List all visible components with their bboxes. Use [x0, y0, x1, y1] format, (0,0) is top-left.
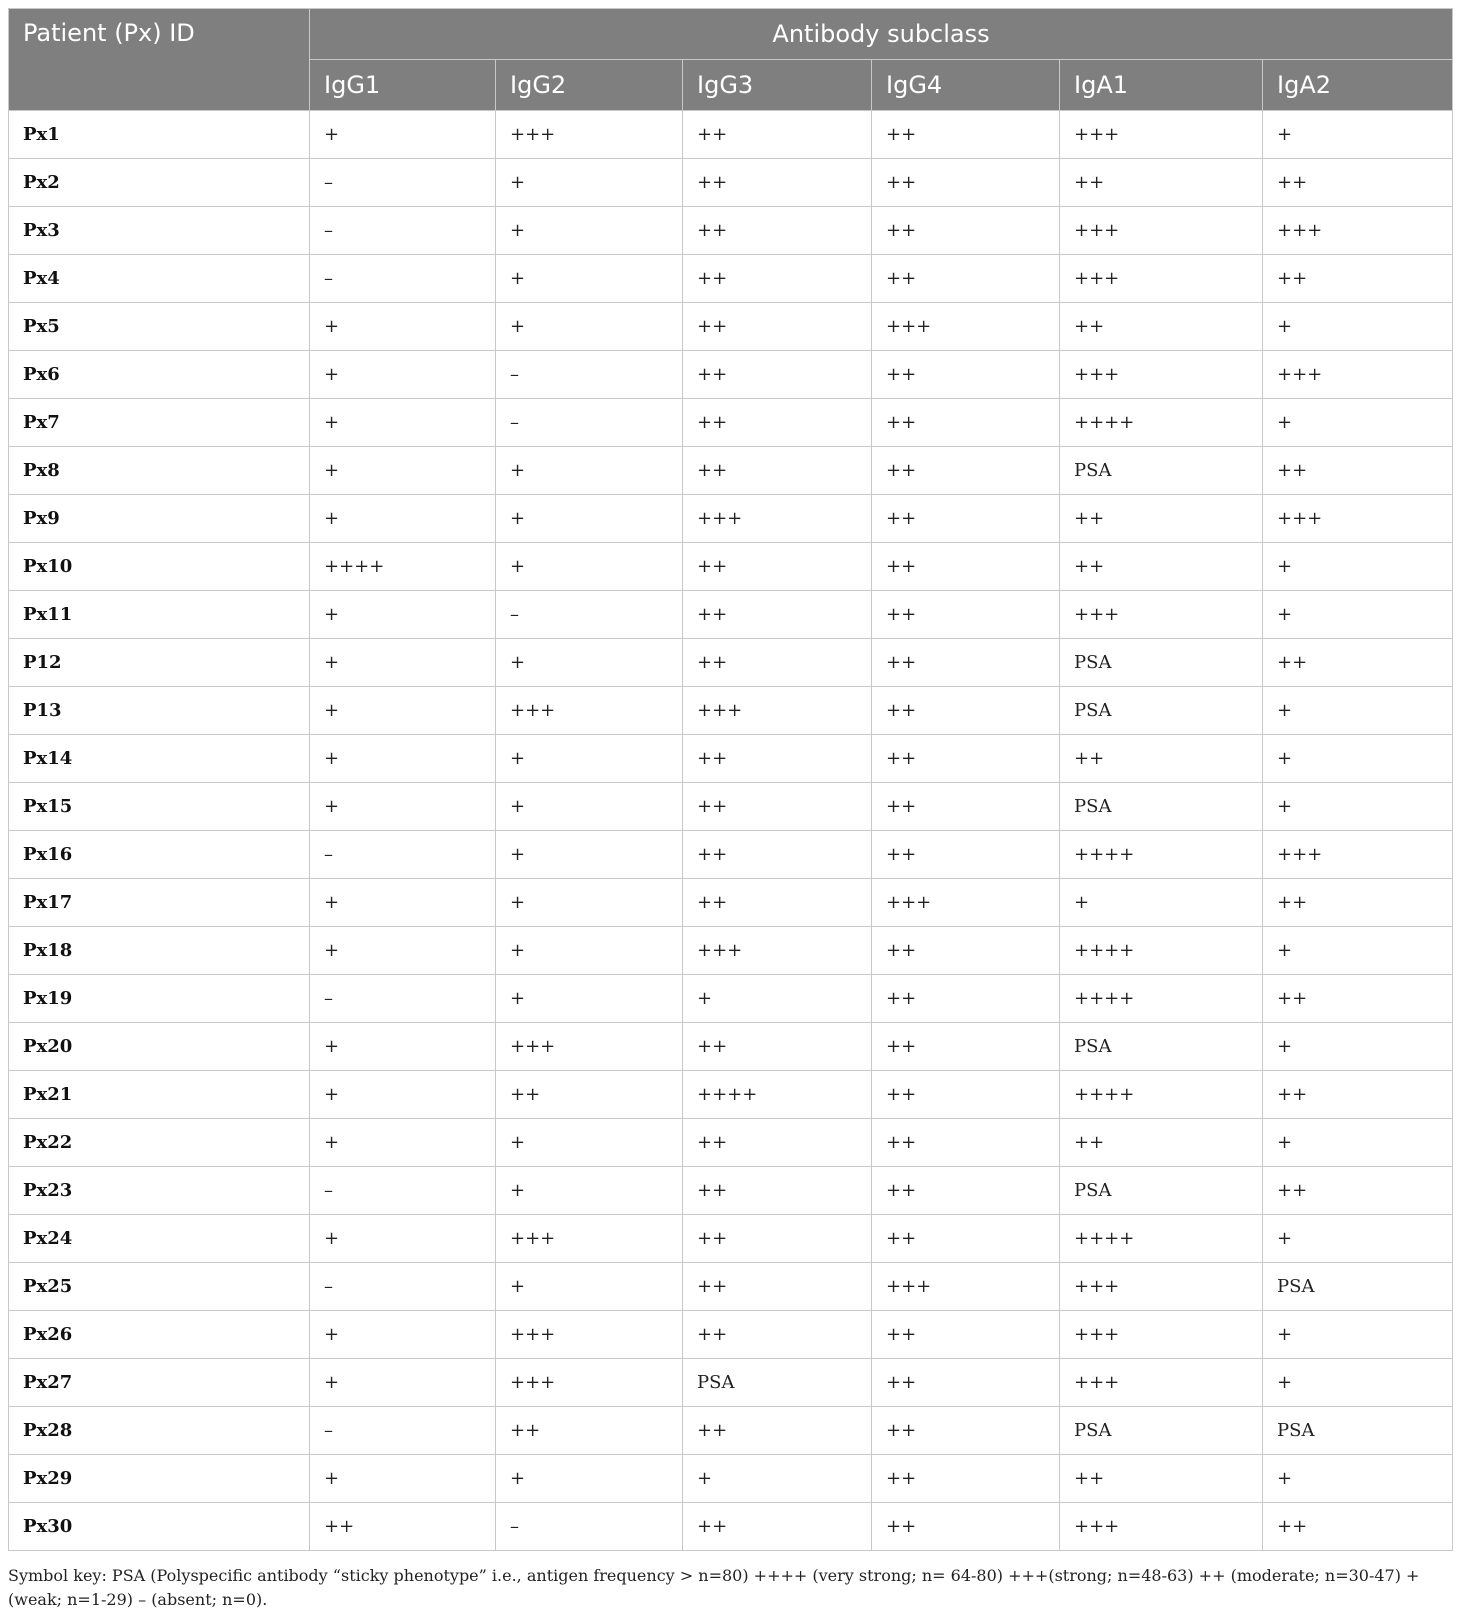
patient-id-cell: Px5	[9, 303, 310, 351]
value-cell-igg4: ++	[872, 1359, 1060, 1407]
table-row	[9, 687, 1453, 735]
table-row	[9, 1455, 1453, 1503]
value-cell-iga1: PSA	[1060, 783, 1263, 831]
patient-id-cell: Px26	[9, 1311, 310, 1359]
patient-id-cell: Px7	[9, 399, 310, 447]
value-cell-iga1: ++	[1060, 495, 1263, 543]
header-row-group	[9, 9, 1453, 60]
value-cell-igg2: +++	[496, 1215, 683, 1263]
table-row	[9, 255, 1453, 303]
value-cell-igg2: +	[496, 543, 683, 591]
value-cell-iga2: ++	[1263, 447, 1453, 495]
value-cell-igg2: ++	[496, 1407, 683, 1455]
value-cell-igg2: +	[496, 783, 683, 831]
patient-id-cell: Px22	[9, 1119, 310, 1167]
table-row	[9, 495, 1453, 543]
value-cell-igg2: +	[496, 639, 683, 687]
table-row	[9, 927, 1453, 975]
value-cell-iga2: ++	[1263, 879, 1453, 927]
value-cell-igg2: ++	[496, 1071, 683, 1119]
patient-id-cell: Px10	[9, 543, 310, 591]
value-cell-iga2: PSA	[1263, 1407, 1453, 1455]
value-cell-iga1: +	[1060, 879, 1263, 927]
value-cell-igg1: +	[310, 399, 496, 447]
table-row	[9, 1311, 1453, 1359]
value-cell-igg4: ++	[872, 255, 1060, 303]
value-cell-igg4: ++	[872, 927, 1060, 975]
value-cell-igg3: ++	[683, 591, 872, 639]
value-cell-igg1: +	[310, 447, 496, 495]
table-row	[9, 591, 1453, 639]
value-cell-igg4: +++	[872, 1263, 1060, 1311]
antibody-table-container	[8, 8, 1452, 1551]
value-cell-igg1: +	[310, 1359, 496, 1407]
value-cell-iga1: PSA	[1060, 447, 1263, 495]
value-cell-igg3: +	[683, 975, 872, 1023]
table-row	[9, 351, 1453, 399]
table-row	[9, 831, 1453, 879]
value-cell-igg4: +++	[872, 879, 1060, 927]
value-cell-igg2: –	[496, 351, 683, 399]
value-cell-igg4: ++	[872, 495, 1060, 543]
table-row	[9, 1167, 1453, 1215]
antibody-subclass-header: Antibody subclass	[310, 9, 1453, 60]
patient-id-cell: Px29	[9, 1455, 310, 1503]
value-cell-igg3: ++	[683, 111, 872, 159]
value-cell-igg4: ++	[872, 1311, 1060, 1359]
value-cell-igg1: +	[310, 495, 496, 543]
value-cell-igg3: +++	[683, 495, 872, 543]
table-row	[9, 543, 1453, 591]
table-row	[9, 1407, 1453, 1455]
value-cell-igg1: +	[310, 1023, 496, 1071]
patient-id-cell: Px18	[9, 927, 310, 975]
patient-id-cell: Px23	[9, 1167, 310, 1215]
value-cell-igg3: ++	[683, 543, 872, 591]
value-cell-iga1: PSA	[1060, 1407, 1263, 1455]
table-row	[9, 1119, 1453, 1167]
value-cell-iga1: ++++	[1060, 1215, 1263, 1263]
patient-id-cell: Px21	[9, 1071, 310, 1119]
table-row	[9, 975, 1453, 1023]
value-cell-igg2: +	[496, 1119, 683, 1167]
symbol-key-footnote: Symbol key: PSA (Polyspecific antibody “sticky phenotype” i.e., antigen frequency > n=80) ++++ (very strong; n= 64-80) +++(strong; n=48-63) ++ (moderate; n=30-47) + (weak; n=1-29) – (absent; n=0).	[8, 1566, 1420, 1609]
value-cell-igg4: ++	[872, 159, 1060, 207]
value-cell-igg3: ++	[683, 447, 872, 495]
value-cell-iga1: ++	[1060, 159, 1263, 207]
value-cell-igg1: –	[310, 207, 496, 255]
table-row	[9, 783, 1453, 831]
antibody-subclass-table	[8, 8, 1453, 1551]
value-cell-igg1: +	[310, 1311, 496, 1359]
value-cell-iga2: PSA	[1263, 1263, 1453, 1311]
value-cell-iga1: ++	[1060, 1119, 1263, 1167]
value-cell-iga2: ++	[1263, 1503, 1453, 1551]
value-cell-igg4: ++	[872, 1215, 1060, 1263]
value-cell-igg1: –	[310, 831, 496, 879]
value-cell-iga2: +	[1263, 399, 1453, 447]
patient-id-cell: Px8	[9, 447, 310, 495]
column-header-igg1: IgG1	[310, 60, 496, 111]
value-cell-iga2: +	[1263, 591, 1453, 639]
value-cell-igg1: +	[310, 351, 496, 399]
value-cell-iga1: +++	[1060, 591, 1263, 639]
value-cell-igg1: +	[310, 639, 496, 687]
value-cell-igg4: ++	[872, 111, 1060, 159]
table-row	[9, 111, 1453, 159]
value-cell-iga2: ++	[1263, 975, 1453, 1023]
value-cell-iga2: ++	[1263, 1071, 1453, 1119]
table-row	[9, 447, 1453, 495]
value-cell-igg1: –	[310, 1407, 496, 1455]
value-cell-igg2: +++	[496, 1311, 683, 1359]
table-row	[9, 207, 1453, 255]
value-cell-igg2: +	[496, 831, 683, 879]
value-cell-igg3: +++	[683, 927, 872, 975]
value-cell-igg1: +	[310, 1071, 496, 1119]
value-cell-iga1: ++++	[1060, 399, 1263, 447]
table-row	[9, 1263, 1453, 1311]
table-row	[9, 303, 1453, 351]
value-cell-igg4: ++	[872, 207, 1060, 255]
value-cell-igg3: ++	[683, 1263, 872, 1311]
value-cell-igg3: ++	[683, 207, 872, 255]
value-cell-igg1: ++	[310, 1503, 496, 1551]
patient-id-cell: Px30	[9, 1503, 310, 1551]
patient-id-cell: Px3	[9, 207, 310, 255]
value-cell-iga1: ++++	[1060, 927, 1263, 975]
value-cell-igg3: ++	[683, 1215, 872, 1263]
patient-id-cell: Px4	[9, 255, 310, 303]
table-row	[9, 639, 1453, 687]
value-cell-iga1: +++	[1060, 255, 1263, 303]
table-row	[9, 1023, 1453, 1071]
value-cell-igg2: –	[496, 591, 683, 639]
value-cell-igg1: +	[310, 1215, 496, 1263]
value-cell-igg1: +	[310, 879, 496, 927]
value-cell-igg2: +	[496, 255, 683, 303]
patient-id-cell: Px25	[9, 1263, 310, 1311]
value-cell-iga2: +	[1263, 735, 1453, 783]
value-cell-iga1: ++	[1060, 543, 1263, 591]
table-row	[9, 1359, 1453, 1407]
value-cell-igg3: ++	[683, 1407, 872, 1455]
value-cell-igg3: ++	[683, 255, 872, 303]
value-cell-igg3: ++++	[683, 1071, 872, 1119]
value-cell-igg2: +	[496, 927, 683, 975]
column-header-igg2: IgG2	[496, 60, 683, 111]
value-cell-iga1: +++	[1060, 351, 1263, 399]
value-cell-iga2: +	[1263, 927, 1453, 975]
value-cell-igg4: ++	[872, 1023, 1060, 1071]
value-cell-iga1: +++	[1060, 1359, 1263, 1407]
value-cell-igg2: +	[496, 207, 683, 255]
value-cell-igg1: +	[310, 111, 496, 159]
value-cell-igg4: ++	[872, 1071, 1060, 1119]
patient-id-cell: Px16	[9, 831, 310, 879]
value-cell-iga1: ++++	[1060, 975, 1263, 1023]
value-cell-iga2: +	[1263, 1119, 1453, 1167]
value-cell-iga1: ++++	[1060, 831, 1263, 879]
value-cell-iga1: PSA	[1060, 687, 1263, 735]
value-cell-igg2: +	[496, 975, 683, 1023]
value-cell-igg1: +	[310, 303, 496, 351]
value-cell-igg3: ++	[683, 783, 872, 831]
value-cell-igg3: ++	[683, 1503, 872, 1551]
patient-id-cell: Px27	[9, 1359, 310, 1407]
patient-id-cell: Px19	[9, 975, 310, 1023]
value-cell-igg3: ++	[683, 1311, 872, 1359]
value-cell-igg3: ++	[683, 1167, 872, 1215]
value-cell-iga2: +	[1263, 783, 1453, 831]
patient-id-header: Patient (Px) ID	[9, 9, 310, 111]
value-cell-iga1: +++	[1060, 1263, 1263, 1311]
value-cell-igg3: ++	[683, 735, 872, 783]
table-row	[9, 735, 1453, 783]
value-cell-igg1: +	[310, 927, 496, 975]
value-cell-iga1: +++	[1060, 111, 1263, 159]
value-cell-iga2: +++	[1263, 207, 1453, 255]
value-cell-igg2: +	[496, 447, 683, 495]
value-cell-iga1: +++	[1060, 1311, 1263, 1359]
value-cell-iga2: +++	[1263, 351, 1453, 399]
value-cell-iga2: ++	[1263, 1167, 1453, 1215]
value-cell-igg2: –	[496, 1503, 683, 1551]
value-cell-igg4: ++	[872, 399, 1060, 447]
value-cell-iga1: +++	[1060, 1503, 1263, 1551]
value-cell-igg2: +	[496, 1167, 683, 1215]
value-cell-igg3: ++	[683, 351, 872, 399]
table-row	[9, 399, 1453, 447]
value-cell-igg2: +++	[496, 111, 683, 159]
value-cell-igg4: ++	[872, 591, 1060, 639]
value-cell-igg3: +++	[683, 687, 872, 735]
value-cell-igg2: +	[496, 159, 683, 207]
value-cell-igg4: ++	[872, 543, 1060, 591]
value-cell-igg4: +++	[872, 303, 1060, 351]
value-cell-igg1: +	[310, 1455, 496, 1503]
value-cell-igg2: +++	[496, 687, 683, 735]
value-cell-igg3: ++	[683, 1119, 872, 1167]
value-cell-igg4: ++	[872, 1167, 1060, 1215]
value-cell-igg3: ++	[683, 159, 872, 207]
patient-id-cell: Px14	[9, 735, 310, 783]
value-cell-igg1: –	[310, 975, 496, 1023]
value-cell-igg1: +	[310, 687, 496, 735]
value-cell-igg3: ++	[683, 831, 872, 879]
value-cell-igg3: ++	[683, 879, 872, 927]
patient-id-cell: P12	[9, 639, 310, 687]
patient-id-cell: Px24	[9, 1215, 310, 1263]
value-cell-igg4: ++	[872, 1119, 1060, 1167]
value-cell-iga1: PSA	[1060, 639, 1263, 687]
patient-id-cell: Px11	[9, 591, 310, 639]
value-cell-igg2: +	[496, 495, 683, 543]
value-cell-iga2: +	[1263, 1023, 1453, 1071]
table-row	[9, 1503, 1453, 1551]
value-cell-igg2: +++	[496, 1359, 683, 1407]
value-cell-iga2: +	[1263, 303, 1453, 351]
patient-id-cell: P13	[9, 687, 310, 735]
column-header-iga2: IgA2	[1263, 60, 1453, 111]
column-header-igg4: IgG4	[872, 60, 1060, 111]
value-cell-igg2: +++	[496, 1023, 683, 1071]
patient-id-cell: Px1	[9, 111, 310, 159]
value-cell-igg2: +	[496, 303, 683, 351]
value-cell-iga2: +	[1263, 111, 1453, 159]
column-header-iga1: IgA1	[1060, 60, 1263, 111]
value-cell-iga1: ++	[1060, 735, 1263, 783]
value-cell-iga2: +	[1263, 687, 1453, 735]
table-row	[9, 159, 1453, 207]
value-cell-igg2: +	[496, 735, 683, 783]
value-cell-igg1: +	[310, 1119, 496, 1167]
value-cell-igg2: –	[496, 399, 683, 447]
value-cell-igg1: –	[310, 1263, 496, 1311]
value-cell-iga1: ++	[1060, 303, 1263, 351]
patient-id-cell: Px20	[9, 1023, 310, 1071]
patient-id-cell: Px15	[9, 783, 310, 831]
value-cell-igg4: ++	[872, 639, 1060, 687]
value-cell-iga2: +++	[1263, 495, 1453, 543]
value-cell-igg1: ++++	[310, 543, 496, 591]
value-cell-igg4: ++	[872, 783, 1060, 831]
table-row	[9, 1071, 1453, 1119]
value-cell-igg4: ++	[872, 831, 1060, 879]
patient-id-cell: Px17	[9, 879, 310, 927]
value-cell-igg3: +	[683, 1455, 872, 1503]
value-cell-igg4: ++	[872, 447, 1060, 495]
patient-id-cell: Px6	[9, 351, 310, 399]
value-cell-iga1: PSA	[1060, 1167, 1263, 1215]
value-cell-igg4: ++	[872, 1503, 1060, 1551]
value-cell-iga2: ++	[1263, 255, 1453, 303]
table-row	[9, 879, 1453, 927]
value-cell-igg1: +	[310, 783, 496, 831]
value-cell-igg3: ++	[683, 639, 872, 687]
column-header-igg3: IgG3	[683, 60, 872, 111]
value-cell-iga2: +	[1263, 1359, 1453, 1407]
value-cell-igg4: ++	[872, 735, 1060, 783]
value-cell-igg3: ++	[683, 399, 872, 447]
value-cell-iga2: +	[1263, 543, 1453, 591]
value-cell-iga1: +++	[1060, 207, 1263, 255]
table-body	[9, 111, 1453, 1551]
value-cell-iga2: +	[1263, 1215, 1453, 1263]
patient-id-cell: Px9	[9, 495, 310, 543]
value-cell-igg3: ++	[683, 1023, 872, 1071]
value-cell-igg3: PSA	[683, 1359, 872, 1407]
value-cell-iga2: +++	[1263, 831, 1453, 879]
value-cell-iga1: ++	[1060, 1455, 1263, 1503]
value-cell-igg1: –	[310, 255, 496, 303]
value-cell-igg1: +	[310, 735, 496, 783]
value-cell-iga1: PSA	[1060, 1023, 1263, 1071]
value-cell-igg2: +	[496, 1455, 683, 1503]
patient-id-cell: Px28	[9, 1407, 310, 1455]
value-cell-igg4: ++	[872, 975, 1060, 1023]
value-cell-iga2: ++	[1263, 639, 1453, 687]
value-cell-iga1: ++++	[1060, 1071, 1263, 1119]
value-cell-igg3: ++	[683, 303, 872, 351]
value-cell-igg2: +	[496, 879, 683, 927]
value-cell-igg1: +	[310, 591, 496, 639]
value-cell-iga2: +	[1263, 1311, 1453, 1359]
value-cell-igg2: +	[496, 1263, 683, 1311]
patient-id-cell: Px2	[9, 159, 310, 207]
value-cell-iga2: ++	[1263, 159, 1453, 207]
value-cell-igg4: ++	[872, 687, 1060, 735]
value-cell-igg4: ++	[872, 1407, 1060, 1455]
value-cell-igg1: –	[310, 1167, 496, 1215]
value-cell-igg4: ++	[872, 1455, 1060, 1503]
value-cell-igg4: ++	[872, 351, 1060, 399]
value-cell-igg1: –	[310, 159, 496, 207]
table-row	[9, 1215, 1453, 1263]
value-cell-iga2: +	[1263, 1455, 1453, 1503]
